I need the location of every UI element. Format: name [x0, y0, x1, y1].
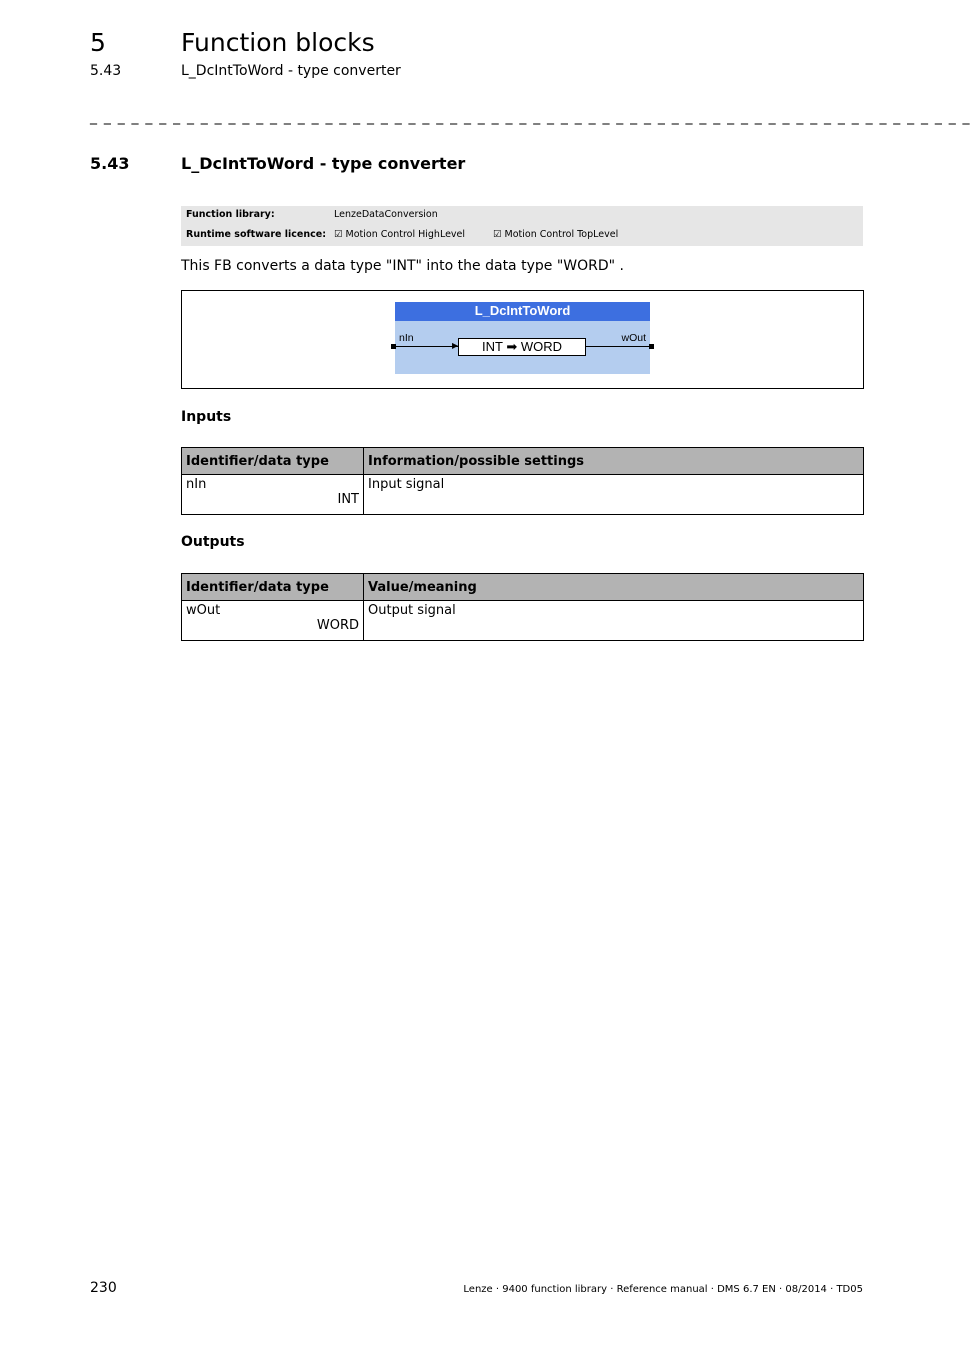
- inputs-heading: Inputs: [181, 409, 232, 425]
- library-label: Function library:: [186, 209, 275, 220]
- column-header: Identifier/data type: [182, 574, 364, 601]
- header-section-title: L_DcIntToWord - type converter: [181, 63, 401, 79]
- outputs-heading: Outputs: [181, 534, 245, 550]
- function-block: [395, 302, 650, 374]
- outputs-table: [181, 573, 864, 641]
- section-title: L_DcIntToWord - type converter: [181, 154, 466, 173]
- licence-label: Runtime software licence:: [186, 229, 326, 240]
- identifier: nIn: [186, 477, 207, 492]
- table-row: [182, 601, 864, 641]
- page-number: 230: [90, 1280, 117, 1296]
- description: This FB converts a data type "INT" into the data type "WORD" .: [181, 258, 624, 274]
- input-pin: [391, 344, 396, 349]
- identifier-cell: [182, 601, 364, 641]
- output-connector-line: [585, 346, 650, 347]
- inputs-table: [181, 447, 864, 515]
- library-info-box: [181, 206, 863, 246]
- column-header: Identifier/data type: [182, 448, 364, 475]
- data-type: INT: [337, 492, 359, 507]
- library-value: LenzeDataConversion: [334, 209, 438, 220]
- info-cell: Input signal: [364, 475, 864, 515]
- chapter-number: 5: [90, 28, 106, 57]
- section-number: 5.43: [90, 154, 130, 173]
- info-cell: Output signal: [364, 601, 864, 641]
- identifier: wOut: [186, 603, 221, 618]
- table-header-row: [182, 448, 864, 475]
- licence-highlevel: ☑ Motion Control HighLevel: [334, 229, 466, 240]
- conversion-box: INT ➡ WORD: [458, 338, 586, 356]
- function-block-diagram: [181, 290, 864, 389]
- function-block-name: L_DcIntToWord: [395, 302, 650, 321]
- table-row: [182, 475, 864, 515]
- header-separator: _ _ _ _ _ _ _ _ _ _ _ _ _ _ _ _ _ _ _ _ _ _ _ _ _ _ _ _ _ _ _ _ _ _ _ _ _ _ _ _ _ _ _ _ _ _ _ _ _ _ _ _ _ _ _ _ _ _ _ _ _ _ _ _: [90, 109, 971, 125]
- input-arrow-icon: ▶: [452, 341, 459, 350]
- output-pin: [649, 344, 654, 349]
- licence-toplevel: ☑ Motion Control TopLevel: [493, 229, 619, 240]
- footer-text: Lenze · 9400 function library · Reference manual · DMS 6.7 EN · 08/2014 · TD05: [463, 1284, 863, 1295]
- column-header: Value/meaning: [364, 574, 864, 601]
- header-section-number: 5.43: [90, 63, 122, 79]
- table-header-row: [182, 574, 864, 601]
- output-port-label: wOut: [621, 332, 646, 344]
- column-header: Information/possible settings: [364, 448, 864, 475]
- data-type: WORD: [316, 618, 359, 633]
- input-connector-line: [395, 346, 458, 347]
- chapter-title: Function blocks: [181, 28, 375, 57]
- identifier-cell: [182, 475, 364, 515]
- input-port-label: nIn: [399, 332, 414, 344]
